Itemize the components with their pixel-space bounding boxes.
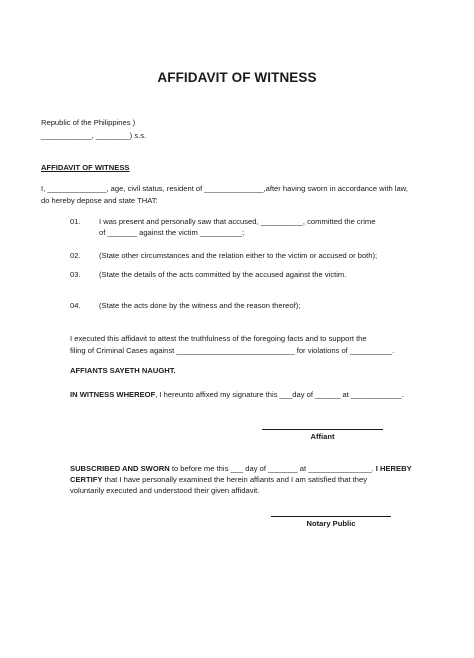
document-title: AFFIDAVIT OF WITNESS [157,70,317,85]
intro-line-1: I, ______________, age, civil status, resident of ______________,after having sworn in accordance with law, [41,184,408,193]
notary-signature-line [271,516,391,517]
hereby-text: I HEREBY [375,464,412,473]
subscribed-lead: SUBSCRIBED AND SWORN [70,464,170,473]
certify-text: CERTIFY [70,475,103,484]
execution-line-1: I executed this affidavit to attest the truthfulness of the foregoing facts and to support the [70,334,367,343]
venue-line-2: ____________, ________) s.s. [41,131,147,140]
item-number: 01. [70,217,81,226]
subscribed-line-2 [70,475,367,484]
item-text-line-2: of _______ against the victim __________; [99,228,245,237]
subscribed-rest: that I have personally examined the herein affiants and I am satisfied that they [102,475,368,484]
witness-clause [70,390,404,399]
execution-line-2: filing of Criminal Cases against ____________________________ for violations of __________. [70,346,395,355]
item-number: 04. [70,301,81,310]
item-number: 03. [70,270,81,279]
notary-label: Notary Public [306,519,356,528]
sayeth-naught: AFFIANTS SAYETH NAUGHT. [70,366,176,375]
item-text-line-1: (State the acts done by the witness and the reason thereof); [99,301,301,310]
item-text-line-1: I was present and personally saw that accused, __________, committed the crime [99,217,376,226]
venue-line-1: Republic of the Philippines ) [41,118,136,127]
affiant-label: Affiant [310,432,335,441]
affiant-signature-line [262,429,383,430]
item-number: 02. [70,251,81,260]
subscribed-middle: to before me this ___ day of _______ at _______________. [169,464,376,473]
witness-clause-lead: IN WITNESS WHEREOF [70,390,156,399]
witness-clause-rest: , I hereunto affixed my signature this ___day of ______ at ____________. [155,390,404,399]
item-text-line-1: (State other circumstances and the relation either to the victim or accused or both); [99,251,378,260]
intro-line-2: do hereby depose and state THAT: [41,196,158,205]
subscribed-line-1 [70,464,412,473]
item-text-line-1: (State the details of the acts committed by the accused against the victim. [99,270,347,279]
subscribed-line-3: voluntarily executed and understood their given affidavit. [70,486,260,495]
section-heading: AFFIDAVIT OF WITNESS [41,163,130,172]
